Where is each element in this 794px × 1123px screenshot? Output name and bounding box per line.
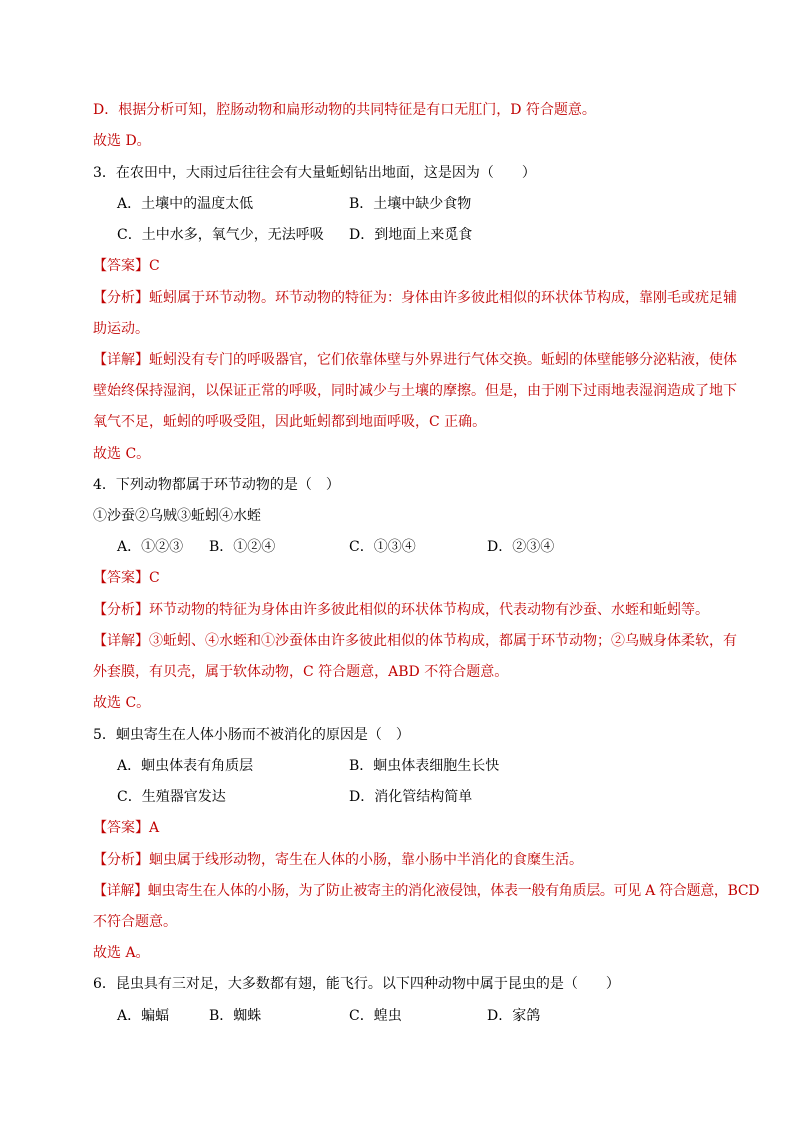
explanation-text: 外套膜，有贝壳，属于软体动物，C 符合题意，ABD 不符合题意。 [93, 664, 509, 680]
option-d: D．消化管结构简单 [349, 789, 473, 805]
question-4-stem: 4．下列动物都属于环节动物的是（ ） [93, 477, 340, 493]
option-c: C．土中水多，氧气少，无法呼吸 [117, 227, 324, 243]
option-b: B．①②④ [209, 539, 276, 555]
answer-label: 【答案】A [93, 820, 160, 836]
answer-selection: 故选 D。 [93, 133, 151, 149]
option-d: D．到地面上来觅食 [349, 227, 473, 243]
explanation-text: 【详解】蚯蚓没有专门的呼吸器官，它们依靠体壁与外界进行气体交换。蚯蚓的体壁能够分泌粘液，使体 [93, 352, 737, 368]
analysis-text: D．根据分析可知，腔肠动物和扁形动物的共同特征是有口无肛门，D 符合题意。 [93, 102, 596, 118]
explanation-text: 壁始终保持湿润，以保证正常的呼吸，同时减少与土壤的摩擦。但是，由于刚下过雨地表湿润造成了地下 [93, 383, 737, 399]
analysis-text: 助运动。 [93, 321, 149, 337]
explanation-text: 【详解】③蚯蚓、④水蛭和①沙蚕体由许多彼此相似的体节构成，都属于环节动物；②乌贼身体柔软，有 [93, 633, 737, 649]
explanation-text: 不符合题意。 [93, 914, 177, 930]
analysis-text: 【分析】环节动物的特征为身体由许多彼此相似的环状体节构成，代表动物有沙蚕、水蛭和蚯蚓等。 [93, 602, 709, 618]
option-a: A．蛔虫体表有角质层 [117, 758, 254, 774]
option-c: C．生殖器官发达 [117, 789, 226, 805]
option-b: B．蜘蛛 [209, 1008, 262, 1024]
question-3-stem: 3．在农田中，大雨过后往往会有大量蚯蚓钻出地面，这是因为（ ） [93, 165, 536, 181]
question-4-list: ①沙蚕②乌贼③蚯蚓④水蛭 [93, 508, 261, 524]
analysis-text: 【分析】蛔虫属于线形动物，寄生在人体的小肠，靠小肠中半消化的食糜生活。 [93, 852, 583, 868]
option-c: C．①③④ [349, 539, 416, 555]
option-b: B．蛔虫体表细胞生长快 [349, 758, 500, 774]
question-5-stem: 5．蛔虫寄生在人体小肠而不被消化的原因是（ ） [93, 727, 410, 743]
answer-selection: 故选 C。 [93, 446, 151, 462]
option-d: D．②③④ [487, 539, 555, 555]
option-d: D．家鸽 [487, 1008, 541, 1024]
option-b: B．土壤中缺少食物 [349, 196, 472, 212]
option-a: A．土壤中的温度太低 [117, 196, 254, 212]
answer-selection: 故选 A。 [93, 945, 150, 961]
option-a: A．①②③ [117, 539, 184, 555]
explanation-text: 氧气不足，蚯蚓的呼吸受阻，因此蚯蚓都到地面呼吸，C 正确。 [93, 414, 487, 430]
question-6-stem: 6．昆虫具有三对足，大多数都有翅，能飞行。以下四种动物中属于昆虫的是（ ） [93, 976, 620, 992]
option-a: A．蝙蝠 [117, 1008, 170, 1024]
answer-label: 【答案】C [93, 258, 160, 274]
analysis-text: 【分析】蚯蚓属于环节动物。环节动物的特征为：身体由许多彼此相似的环状体节构成，靠刚毛或疣足辅 [93, 290, 737, 306]
explanation-text: 【详解】蛔虫寄生在人体的小肠，为了防止被寄主的消化液侵蚀，体表一般有角质层。可见 A 符合题意，BCD [93, 883, 760, 899]
answer-selection: 故选 C。 [93, 695, 151, 711]
answer-label: 【答案】C [93, 570, 160, 586]
option-c: C．蝗虫 [349, 1008, 402, 1024]
